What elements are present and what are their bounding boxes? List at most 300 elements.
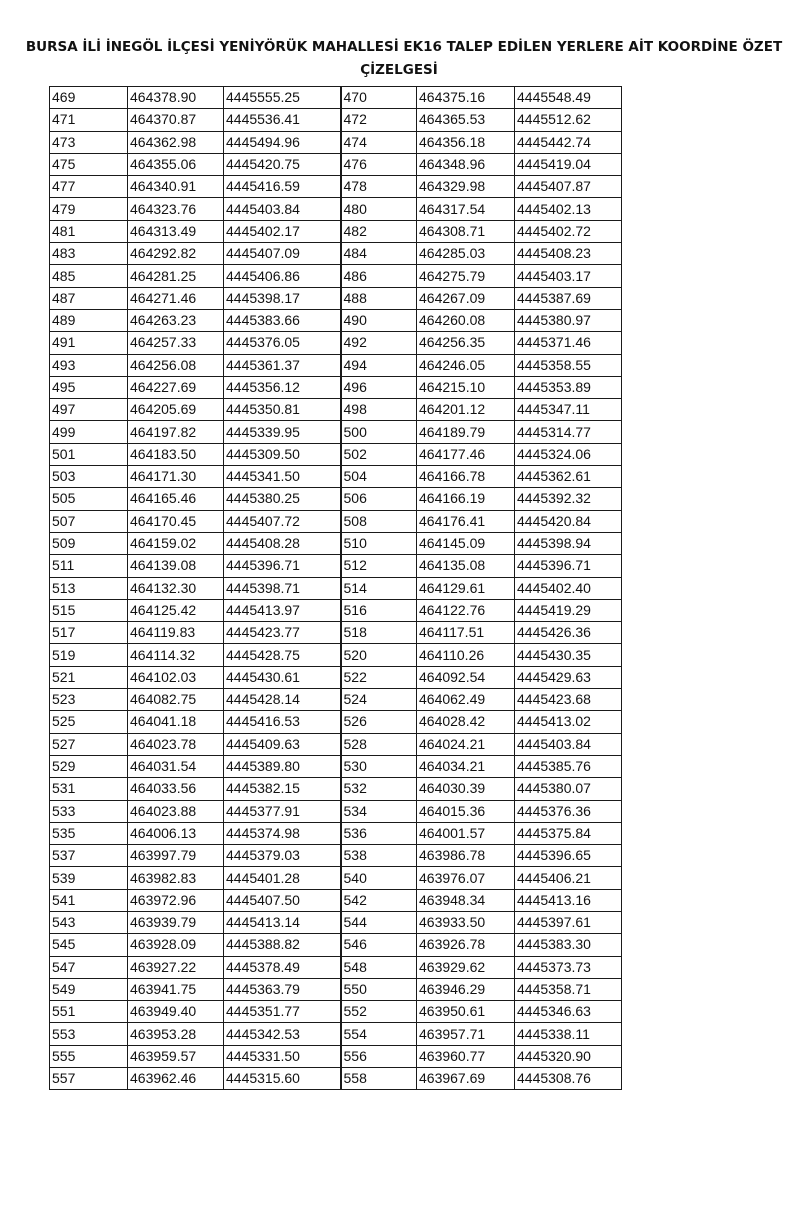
x-coordinate-cell: 4445408.23 [515,243,622,265]
point-no-cell: 512 [341,555,417,577]
x-coordinate-cell: 4445401.28 [224,867,341,889]
y-coordinate-cell: 464285.03 [417,243,515,265]
y-coordinate-cell: 463976.07 [417,867,515,889]
x-coordinate-cell: 4445388.82 [224,934,341,956]
y-coordinate-cell: 463953.28 [128,1023,224,1045]
x-coordinate-cell: 4445413.02 [515,711,622,733]
point-no-cell: 541 [50,889,128,911]
title-line-2: ÇİZELGESİ [360,62,438,78]
point-no-cell: 547 [50,956,128,978]
x-coordinate-cell: 4445353.89 [515,376,622,398]
table-row [50,711,622,733]
x-coordinate-cell: 4445419.29 [515,599,622,621]
point-no-cell: 505 [50,488,128,510]
y-coordinate-cell: 464189.79 [417,421,515,443]
point-no-cell: 546 [341,934,417,956]
x-coordinate-cell: 4445428.75 [224,644,341,666]
table-row [50,287,622,309]
y-coordinate-cell: 464375.16 [417,87,515,109]
point-no-cell: 469 [50,87,128,109]
y-coordinate-cell: 463960.77 [417,1045,515,1067]
table-row [50,555,622,577]
table-row [50,198,622,220]
x-coordinate-cell: 4445396.71 [515,555,622,577]
point-no-cell: 538 [341,845,417,867]
y-coordinate-cell: 464015.36 [417,800,515,822]
y-coordinate-cell: 464271.46 [128,287,224,309]
table-row [50,934,622,956]
x-coordinate-cell: 4445403.17 [515,265,622,287]
table-row [50,109,622,131]
table-row [50,778,622,800]
point-no-cell: 548 [341,956,417,978]
point-no-cell: 555 [50,1045,128,1067]
point-no-cell: 477 [50,176,128,198]
point-no-cell: 556 [341,1045,417,1067]
x-coordinate-cell: 4445351.77 [224,1001,341,1023]
table-row [50,666,622,688]
x-coordinate-cell: 4445324.06 [515,443,622,465]
x-coordinate-cell: 4445339.95 [224,421,341,443]
point-no-cell: 535 [50,822,128,844]
point-no-cell: 550 [341,978,417,1000]
y-coordinate-cell: 463950.61 [417,1001,515,1023]
y-coordinate-cell: 464308.71 [417,220,515,242]
x-coordinate-cell: 4445380.07 [515,778,622,800]
x-coordinate-cell: 4445428.14 [224,689,341,711]
x-coordinate-cell: 4445413.97 [224,599,341,621]
table-row [50,443,622,465]
point-no-cell: 472 [341,109,417,131]
y-coordinate-cell: 463957.71 [417,1023,515,1045]
point-no-cell: 481 [50,220,128,242]
x-coordinate-cell: 4445376.36 [515,800,622,822]
point-no-cell: 483 [50,243,128,265]
table-row [50,599,622,621]
y-coordinate-cell: 463949.40 [128,1001,224,1023]
y-coordinate-cell: 464257.33 [128,332,224,354]
point-no-cell: 521 [50,666,128,688]
point-no-cell: 484 [341,243,417,265]
y-coordinate-cell: 464170.45 [128,510,224,532]
y-coordinate-cell: 464215.10 [417,376,515,398]
x-coordinate-cell: 4445430.61 [224,666,341,688]
y-coordinate-cell: 464092.54 [417,666,515,688]
table-row [50,309,622,331]
point-no-cell: 515 [50,599,128,621]
table-row [50,1023,622,1045]
y-coordinate-cell: 464102.03 [128,666,224,688]
point-no-cell: 527 [50,733,128,755]
table-row [50,421,622,443]
point-no-cell: 522 [341,666,417,688]
x-coordinate-cell: 4445413.14 [224,911,341,933]
x-coordinate-cell: 4445362.61 [515,466,622,488]
point-no-cell: 511 [50,555,128,577]
point-no-cell: 552 [341,1001,417,1023]
point-no-cell: 498 [341,399,417,421]
y-coordinate-cell: 463927.22 [128,956,224,978]
x-coordinate-cell: 4445315.60 [224,1068,341,1090]
point-no-cell: 551 [50,1001,128,1023]
y-coordinate-cell: 464082.75 [128,689,224,711]
y-coordinate-cell: 464281.25 [128,265,224,287]
y-coordinate-cell: 464006.13 [128,822,224,844]
x-coordinate-cell: 4445426.36 [515,622,622,644]
point-no-cell: 508 [341,510,417,532]
x-coordinate-cell: 4445382.15 [224,778,341,800]
point-no-cell: 553 [50,1023,128,1045]
point-no-cell: 518 [341,622,417,644]
table-row [50,1001,622,1023]
point-no-cell: 482 [341,220,417,242]
point-no-cell: 520 [341,644,417,666]
point-no-cell: 558 [341,1068,417,1090]
y-coordinate-cell: 464176.41 [417,510,515,532]
y-coordinate-cell: 464177.46 [417,443,515,465]
point-no-cell: 501 [50,443,128,465]
y-coordinate-cell: 464256.35 [417,332,515,354]
y-coordinate-cell: 463939.79 [128,911,224,933]
y-coordinate-cell: 463967.69 [417,1068,515,1090]
x-coordinate-cell: 4445383.66 [224,309,341,331]
x-coordinate-cell: 4445374.98 [224,822,341,844]
point-no-cell: 490 [341,309,417,331]
y-coordinate-cell: 464362.98 [128,131,224,153]
y-coordinate-cell: 464139.08 [128,555,224,577]
table-row [50,867,622,889]
x-coordinate-cell: 4445398.17 [224,287,341,309]
x-coordinate-cell: 4445387.69 [515,287,622,309]
x-coordinate-cell: 4445396.65 [515,845,622,867]
table-row [50,399,622,421]
table-row [50,220,622,242]
x-coordinate-cell: 4445429.63 [515,666,622,688]
table-row [50,376,622,398]
y-coordinate-cell: 464256.08 [128,354,224,376]
x-coordinate-cell: 4445536.41 [224,109,341,131]
point-no-cell: 544 [341,911,417,933]
y-coordinate-cell: 464122.76 [417,599,515,621]
table-row [50,265,622,287]
table-row [50,889,622,911]
x-coordinate-cell: 4445363.79 [224,978,341,1000]
x-coordinate-cell: 4445309.50 [224,443,341,465]
x-coordinate-cell: 4445356.12 [224,376,341,398]
point-no-cell: 514 [341,577,417,599]
point-no-cell: 516 [341,599,417,621]
y-coordinate-cell: 464129.61 [417,577,515,599]
x-coordinate-cell: 4445407.87 [515,176,622,198]
point-no-cell: 495 [50,376,128,398]
x-coordinate-cell: 4445555.25 [224,87,341,109]
table-row [50,510,622,532]
y-coordinate-cell: 463962.46 [128,1068,224,1090]
y-coordinate-cell: 464062.49 [417,689,515,711]
table-row [50,332,622,354]
x-coordinate-cell: 4445396.71 [224,555,341,577]
y-coordinate-cell: 463929.62 [417,956,515,978]
point-no-cell: 523 [50,689,128,711]
point-no-cell: 525 [50,711,128,733]
x-coordinate-cell: 4445512.62 [515,109,622,131]
y-coordinate-cell: 464348.96 [417,153,515,175]
point-no-cell: 496 [341,376,417,398]
point-no-cell: 486 [341,265,417,287]
x-coordinate-cell: 4445402.17 [224,220,341,242]
page-title [0,36,798,82]
y-coordinate-cell: 464263.23 [128,309,224,331]
y-coordinate-cell: 464023.88 [128,800,224,822]
y-coordinate-cell: 463933.50 [417,911,515,933]
point-no-cell: 528 [341,733,417,755]
x-coordinate-cell: 4445347.11 [515,399,622,421]
x-coordinate-cell: 4445409.63 [224,733,341,755]
y-coordinate-cell: 463941.75 [128,978,224,1000]
x-coordinate-cell: 4445430.35 [515,644,622,666]
y-coordinate-cell: 463986.78 [417,845,515,867]
table-row [50,911,622,933]
x-coordinate-cell: 4445398.71 [224,577,341,599]
table-row [50,956,622,978]
x-coordinate-cell: 4445331.50 [224,1045,341,1067]
table-row [50,87,622,109]
x-coordinate-cell: 4445358.55 [515,354,622,376]
y-coordinate-cell: 464023.78 [128,733,224,755]
y-coordinate-cell: 463948.34 [417,889,515,911]
x-coordinate-cell: 4445402.72 [515,220,622,242]
point-no-cell: 487 [50,287,128,309]
x-coordinate-cell: 4445416.53 [224,711,341,733]
point-no-cell: 531 [50,778,128,800]
point-no-cell: 532 [341,778,417,800]
x-coordinate-cell: 4445379.03 [224,845,341,867]
x-coordinate-cell: 4445320.90 [515,1045,622,1067]
x-coordinate-cell: 4445338.11 [515,1023,622,1045]
y-coordinate-cell: 464165.46 [128,488,224,510]
y-coordinate-cell: 464145.09 [417,532,515,554]
table-row [50,978,622,1000]
y-coordinate-cell: 464033.56 [128,778,224,800]
y-coordinate-cell: 464135.08 [417,555,515,577]
y-coordinate-cell: 464201.12 [417,399,515,421]
point-no-cell: 492 [341,332,417,354]
point-no-cell: 554 [341,1023,417,1045]
x-coordinate-cell: 4445346.63 [515,1001,622,1023]
point-no-cell: 507 [50,510,128,532]
y-coordinate-cell: 464370.87 [128,109,224,131]
point-no-cell: 488 [341,287,417,309]
point-no-cell: 537 [50,845,128,867]
point-no-cell: 519 [50,644,128,666]
x-coordinate-cell: 4445402.13 [515,198,622,220]
y-coordinate-cell: 464183.50 [128,443,224,465]
y-coordinate-cell: 464317.54 [417,198,515,220]
coordinate-table-body [50,87,622,1090]
y-coordinate-cell: 464166.19 [417,488,515,510]
table-row [50,488,622,510]
point-no-cell: 470 [341,87,417,109]
point-no-cell: 478 [341,176,417,198]
table-row [50,689,622,711]
point-no-cell: 524 [341,689,417,711]
y-coordinate-cell: 464119.83 [128,622,224,644]
y-coordinate-cell: 464313.49 [128,220,224,242]
y-coordinate-cell: 464171.30 [128,466,224,488]
table-row [50,1045,622,1067]
x-coordinate-cell: 4445407.50 [224,889,341,911]
point-no-cell: 497 [50,399,128,421]
x-coordinate-cell: 4445406.21 [515,867,622,889]
point-no-cell: 529 [50,755,128,777]
x-coordinate-cell: 4445416.59 [224,176,341,198]
y-coordinate-cell: 464205.69 [128,399,224,421]
x-coordinate-cell: 4445383.30 [515,934,622,956]
y-coordinate-cell: 464227.69 [128,376,224,398]
table-row [50,644,622,666]
y-coordinate-cell: 464110.26 [417,644,515,666]
y-coordinate-cell: 464030.39 [417,778,515,800]
point-no-cell: 533 [50,800,128,822]
x-coordinate-cell: 4445423.68 [515,689,622,711]
point-no-cell: 500 [341,421,417,443]
y-coordinate-cell: 464001.57 [417,822,515,844]
y-coordinate-cell: 463972.96 [128,889,224,911]
x-coordinate-cell: 4445419.04 [515,153,622,175]
point-no-cell: 530 [341,755,417,777]
x-coordinate-cell: 4445385.76 [515,755,622,777]
table-row [50,845,622,867]
table-row [50,354,622,376]
point-no-cell: 526 [341,711,417,733]
x-coordinate-cell: 4445494.96 [224,131,341,153]
point-no-cell: 502 [341,443,417,465]
x-coordinate-cell: 4445389.80 [224,755,341,777]
point-no-cell: 557 [50,1068,128,1090]
x-coordinate-cell: 4445548.49 [515,87,622,109]
x-coordinate-cell: 4445406.86 [224,265,341,287]
point-no-cell: 549 [50,978,128,1000]
table-row [50,733,622,755]
point-no-cell: 476 [341,153,417,175]
table-row [50,622,622,644]
coordinate-table [49,86,622,1090]
x-coordinate-cell: 4445413.16 [515,889,622,911]
y-coordinate-cell: 464340.91 [128,176,224,198]
point-no-cell: 542 [341,889,417,911]
x-coordinate-cell: 4445407.09 [224,243,341,265]
y-coordinate-cell: 464365.53 [417,109,515,131]
y-coordinate-cell: 463946.29 [417,978,515,1000]
point-no-cell: 503 [50,466,128,488]
point-no-cell: 517 [50,622,128,644]
y-coordinate-cell: 464031.54 [128,755,224,777]
table-row [50,822,622,844]
table-row [50,800,622,822]
y-coordinate-cell: 464024.21 [417,733,515,755]
x-coordinate-cell: 4445380.97 [515,309,622,331]
y-coordinate-cell: 464159.02 [128,532,224,554]
x-coordinate-cell: 4445361.37 [224,354,341,376]
y-coordinate-cell: 464329.98 [417,176,515,198]
point-no-cell: 543 [50,911,128,933]
point-no-cell: 485 [50,265,128,287]
table-row [50,176,622,198]
x-coordinate-cell: 4445397.61 [515,911,622,933]
table-row [50,532,622,554]
table-row [50,577,622,599]
y-coordinate-cell: 463928.09 [128,934,224,956]
x-coordinate-cell: 4445358.71 [515,978,622,1000]
y-coordinate-cell: 464323.76 [128,198,224,220]
y-coordinate-cell: 464028.42 [417,711,515,733]
point-no-cell: 493 [50,354,128,376]
x-coordinate-cell: 4445341.50 [224,466,341,488]
table-row [50,243,622,265]
x-coordinate-cell: 4445376.05 [224,332,341,354]
point-no-cell: 510 [341,532,417,554]
table-row [50,466,622,488]
x-coordinate-cell: 4445377.91 [224,800,341,822]
point-no-cell: 494 [341,354,417,376]
y-coordinate-cell: 464355.06 [128,153,224,175]
point-no-cell: 473 [50,131,128,153]
x-coordinate-cell: 4445420.75 [224,153,341,175]
y-coordinate-cell: 464246.05 [417,354,515,376]
y-coordinate-cell: 463926.78 [417,934,515,956]
point-no-cell: 545 [50,934,128,956]
x-coordinate-cell: 4445398.94 [515,532,622,554]
y-coordinate-cell: 463997.79 [128,845,224,867]
point-no-cell: 506 [341,488,417,510]
x-coordinate-cell: 4445423.77 [224,622,341,644]
table-row [50,153,622,175]
x-coordinate-cell: 4445342.53 [224,1023,341,1045]
y-coordinate-cell: 464114.32 [128,644,224,666]
title-line-1: BURSA İLİ İNEGÖL İLÇESİ YENİYÖRÜK MAHALLESİ EK16 TALEP EDİLEN YERLERE AİT KOORDİNE ÖZET [25,39,783,55]
x-coordinate-cell: 4445378.49 [224,956,341,978]
x-coordinate-cell: 4445442.74 [515,131,622,153]
y-coordinate-cell: 464356.18 [417,131,515,153]
y-coordinate-cell: 464034.21 [417,755,515,777]
point-no-cell: 540 [341,867,417,889]
point-no-cell: 499 [50,421,128,443]
point-no-cell: 534 [341,800,417,822]
y-coordinate-cell: 464117.51 [417,622,515,644]
point-no-cell: 504 [341,466,417,488]
y-coordinate-cell: 464166.78 [417,466,515,488]
y-coordinate-cell: 463959.57 [128,1045,224,1067]
point-no-cell: 509 [50,532,128,554]
y-coordinate-cell: 464197.82 [128,421,224,443]
x-coordinate-cell: 4445392.32 [515,488,622,510]
point-no-cell: 491 [50,332,128,354]
y-coordinate-cell: 464267.09 [417,287,515,309]
x-coordinate-cell: 4445403.84 [224,198,341,220]
x-coordinate-cell: 4445373.73 [515,956,622,978]
x-coordinate-cell: 4445403.84 [515,733,622,755]
y-coordinate-cell: 464292.82 [128,243,224,265]
y-coordinate-cell: 464132.30 [128,577,224,599]
point-no-cell: 474 [341,131,417,153]
point-no-cell: 513 [50,577,128,599]
point-no-cell: 489 [50,309,128,331]
point-no-cell: 539 [50,867,128,889]
table-row [50,755,622,777]
y-coordinate-cell: 464125.42 [128,599,224,621]
x-coordinate-cell: 4445350.81 [224,399,341,421]
point-no-cell: 480 [341,198,417,220]
